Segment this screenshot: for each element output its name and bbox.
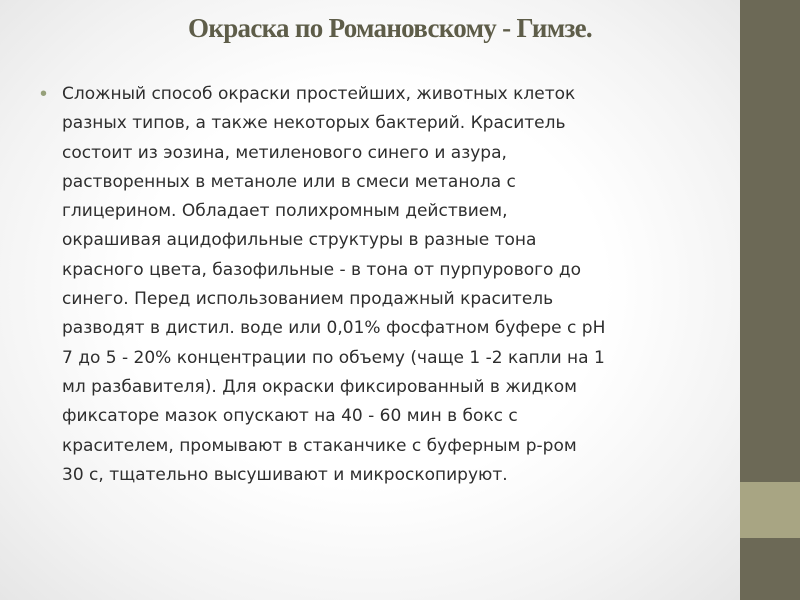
bullet-text-line: растворенных в метаноле или в смеси метанола с bbox=[62, 171, 516, 192]
bullet-text-line: окрашивая ацидофильные структуры в разные тона bbox=[62, 230, 537, 251]
bullet-item bbox=[40, 80, 700, 490]
slide-title: Окраска по Романовскому - Гимзе. bbox=[188, 13, 592, 43]
bullet-text bbox=[62, 80, 700, 490]
bullet-text-line: разных типов, а также некоторых бактерий. Краситель bbox=[62, 113, 566, 134]
bullet-text-line: 30 с, тщательно высушивают и микроскопируют. bbox=[62, 464, 508, 485]
bullet-text-line: фиксаторе мазок опускают на 40 - 60 мин в бокс с bbox=[62, 406, 518, 427]
bullet-text-line: синего. Перед использованием продажный краситель bbox=[62, 289, 554, 310]
bullet-text-line: красителем, промывают в стаканчике с буферным р-ром bbox=[62, 435, 577, 456]
bullet-text-line: мл разбавителя). Для окраски фиксированный в жидком bbox=[62, 376, 577, 397]
bullet-text-line: разводят в дистил. воде или 0,01% фосфатном буфере с рН bbox=[62, 318, 606, 339]
bullet-text-line: глицерином. Обладает полихромным действием, bbox=[62, 201, 508, 222]
bullet-text-line: красного цвета, базофильные - в тона от пурпурового до bbox=[62, 259, 582, 280]
bullet-text-line: Сложный способ окраски простейших, животных клеток bbox=[62, 84, 576, 104]
bullet-list bbox=[40, 80, 700, 490]
bullet-marker-icon: • bbox=[40, 83, 48, 105]
bullet-text-line: состоит из эозина, метиленового синего и азура, bbox=[62, 142, 507, 163]
bullet-text-line: 7 до 5 - 20% концентрации по объему (чаще 1 -2 капли на 1 bbox=[62, 347, 605, 368]
side-bar-accent-block bbox=[740, 482, 800, 538]
